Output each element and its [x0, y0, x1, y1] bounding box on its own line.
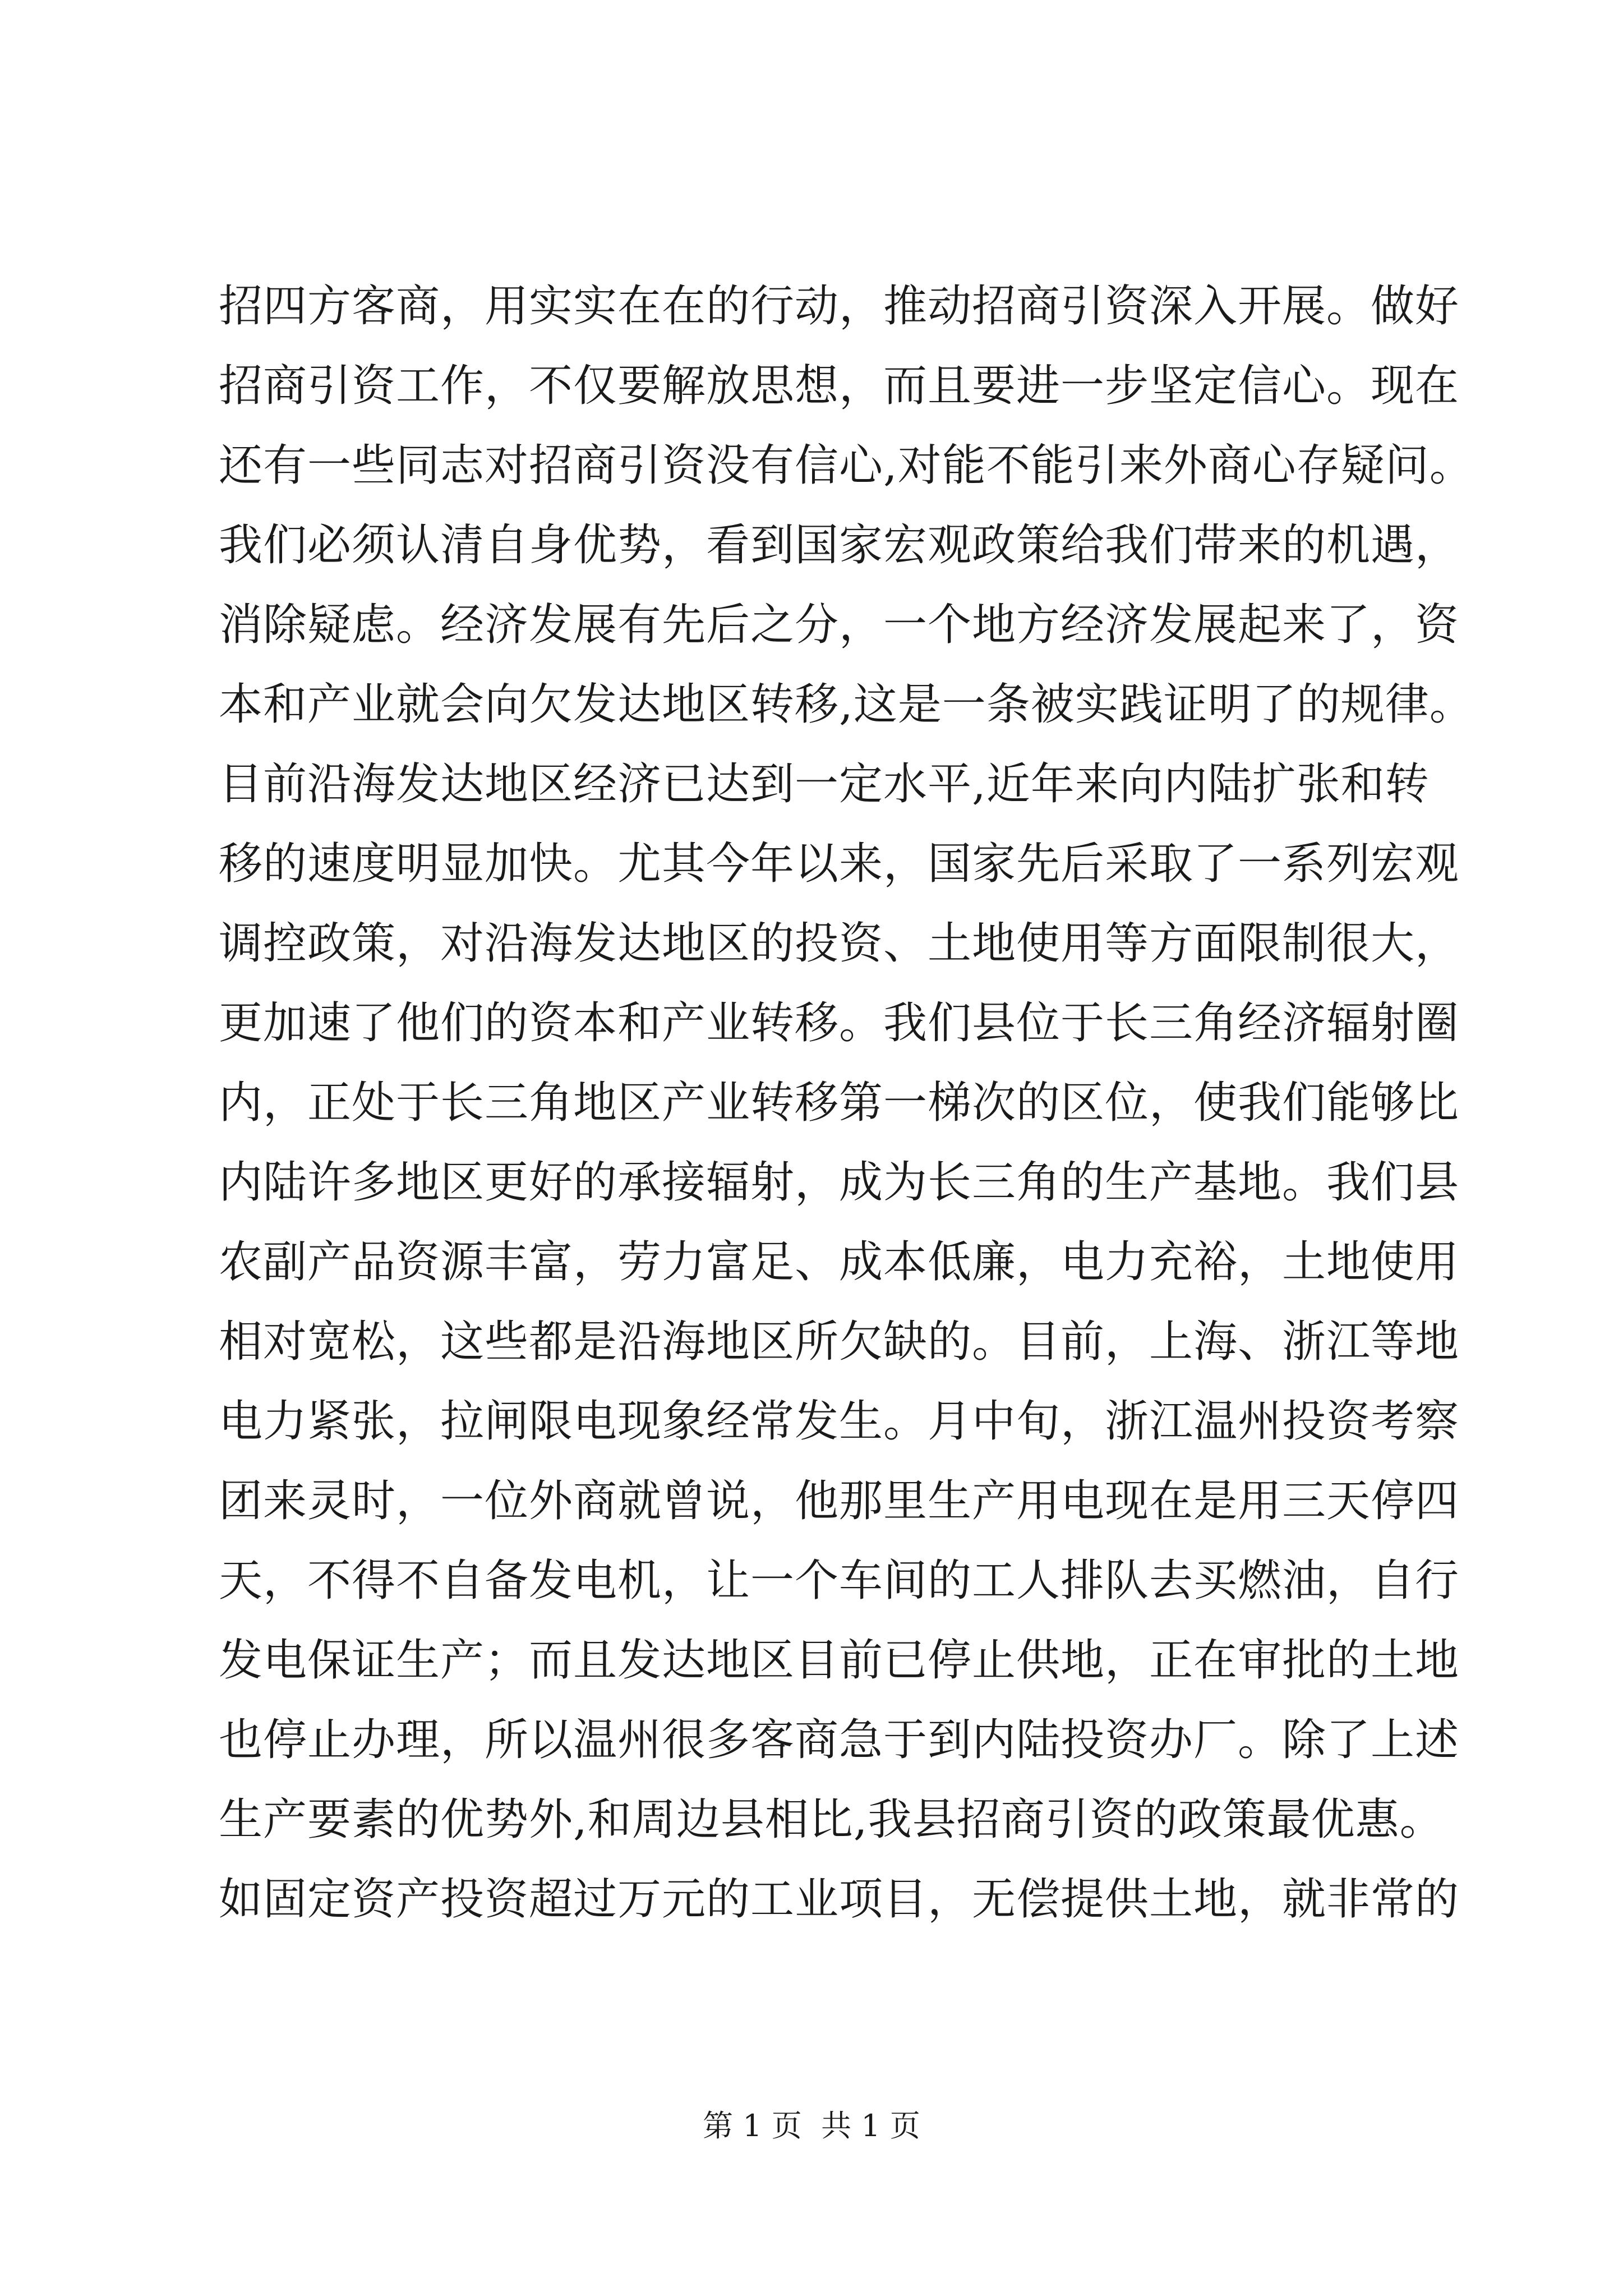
- text-line: 消除疑虑。经济发展有先后之分，一个地方经济发展起来了，资: [219, 600, 1460, 650]
- text-line: 我们必须认清自身优势，看到国家宏观政策给我们带来的机遇，: [219, 520, 1460, 570]
- page-number-footer: 第 1 页 共 1 页: [703, 2108, 920, 2143]
- text-line: 更加速了他们的资本和产业转移。我们县位于长三角经济辐射圈: [219, 998, 1460, 1048]
- text-line: 也停止办理，所以温州很多客商急于到内陆投资办厂。除了上述: [219, 1715, 1460, 1765]
- text-line: 农副产品资源丰富，劳力富足、成本低廉，电力充裕，土地使用: [219, 1237, 1460, 1287]
- text-line: 电力紧张，拉闸限电现象经常发生。月中旬，浙江温州投资考察: [219, 1396, 1460, 1447]
- text-line: 招商引资工作，不仅要解放思想，而且要进一步坚定信心。现在: [219, 361, 1460, 411]
- text-line: 移的速度明显加快。尤其今年以来，国家先后采取了一系列宏观: [219, 839, 1460, 889]
- text-line: 还有一些同志对招商引资没有信心,对能不能引来外商心存疑问。: [219, 440, 1474, 491]
- text-line: 如固定资产投资超过万元的工业项目，无偿提供土地，就非常的: [219, 1874, 1460, 1925]
- body-text: [219, 266, 1474, 1939]
- text-line: 内，正处于长三角地区产业转移第一梯次的区位，使我们能够比: [219, 1078, 1460, 1128]
- text-line: 团来灵时，一位外商就曾说，他那里生产用电现在是用三天停四: [219, 1476, 1460, 1526]
- text-line: 相对宽松，这些都是沿海地区所欠缺的。目前，上海、浙江等地: [219, 1317, 1460, 1367]
- text-line: 天，不得不自备发电机，让一个车间的工人排队去买燃油，自行: [219, 1556, 1460, 1606]
- text-line: 招四方客商，用实实在在的行动，推动招商引资深入开展。做好: [219, 281, 1460, 332]
- text-line: 调控政策，对沿海发达地区的投资、土地使用等方面限制很大，: [219, 918, 1460, 969]
- text-line: 发电保证生产；而且发达地区目前已停止供地，正在审批的土地: [219, 1635, 1460, 1686]
- text-line: 目前沿海发达地区经济已达到一定水平,近年来向内陆扩张和转: [219, 759, 1430, 809]
- text-line: 内陆许多地区更好的承接辐射，成为长三角的生产基地。我们县: [219, 1157, 1460, 1208]
- text-line: 本和产业就会向欠发达地区转移,这是一条被实践证明了的规律。: [219, 679, 1474, 730]
- text-line: 生产要素的优势外,和周边县相比,我县招商引资的政策最优惠。: [219, 1795, 1444, 1845]
